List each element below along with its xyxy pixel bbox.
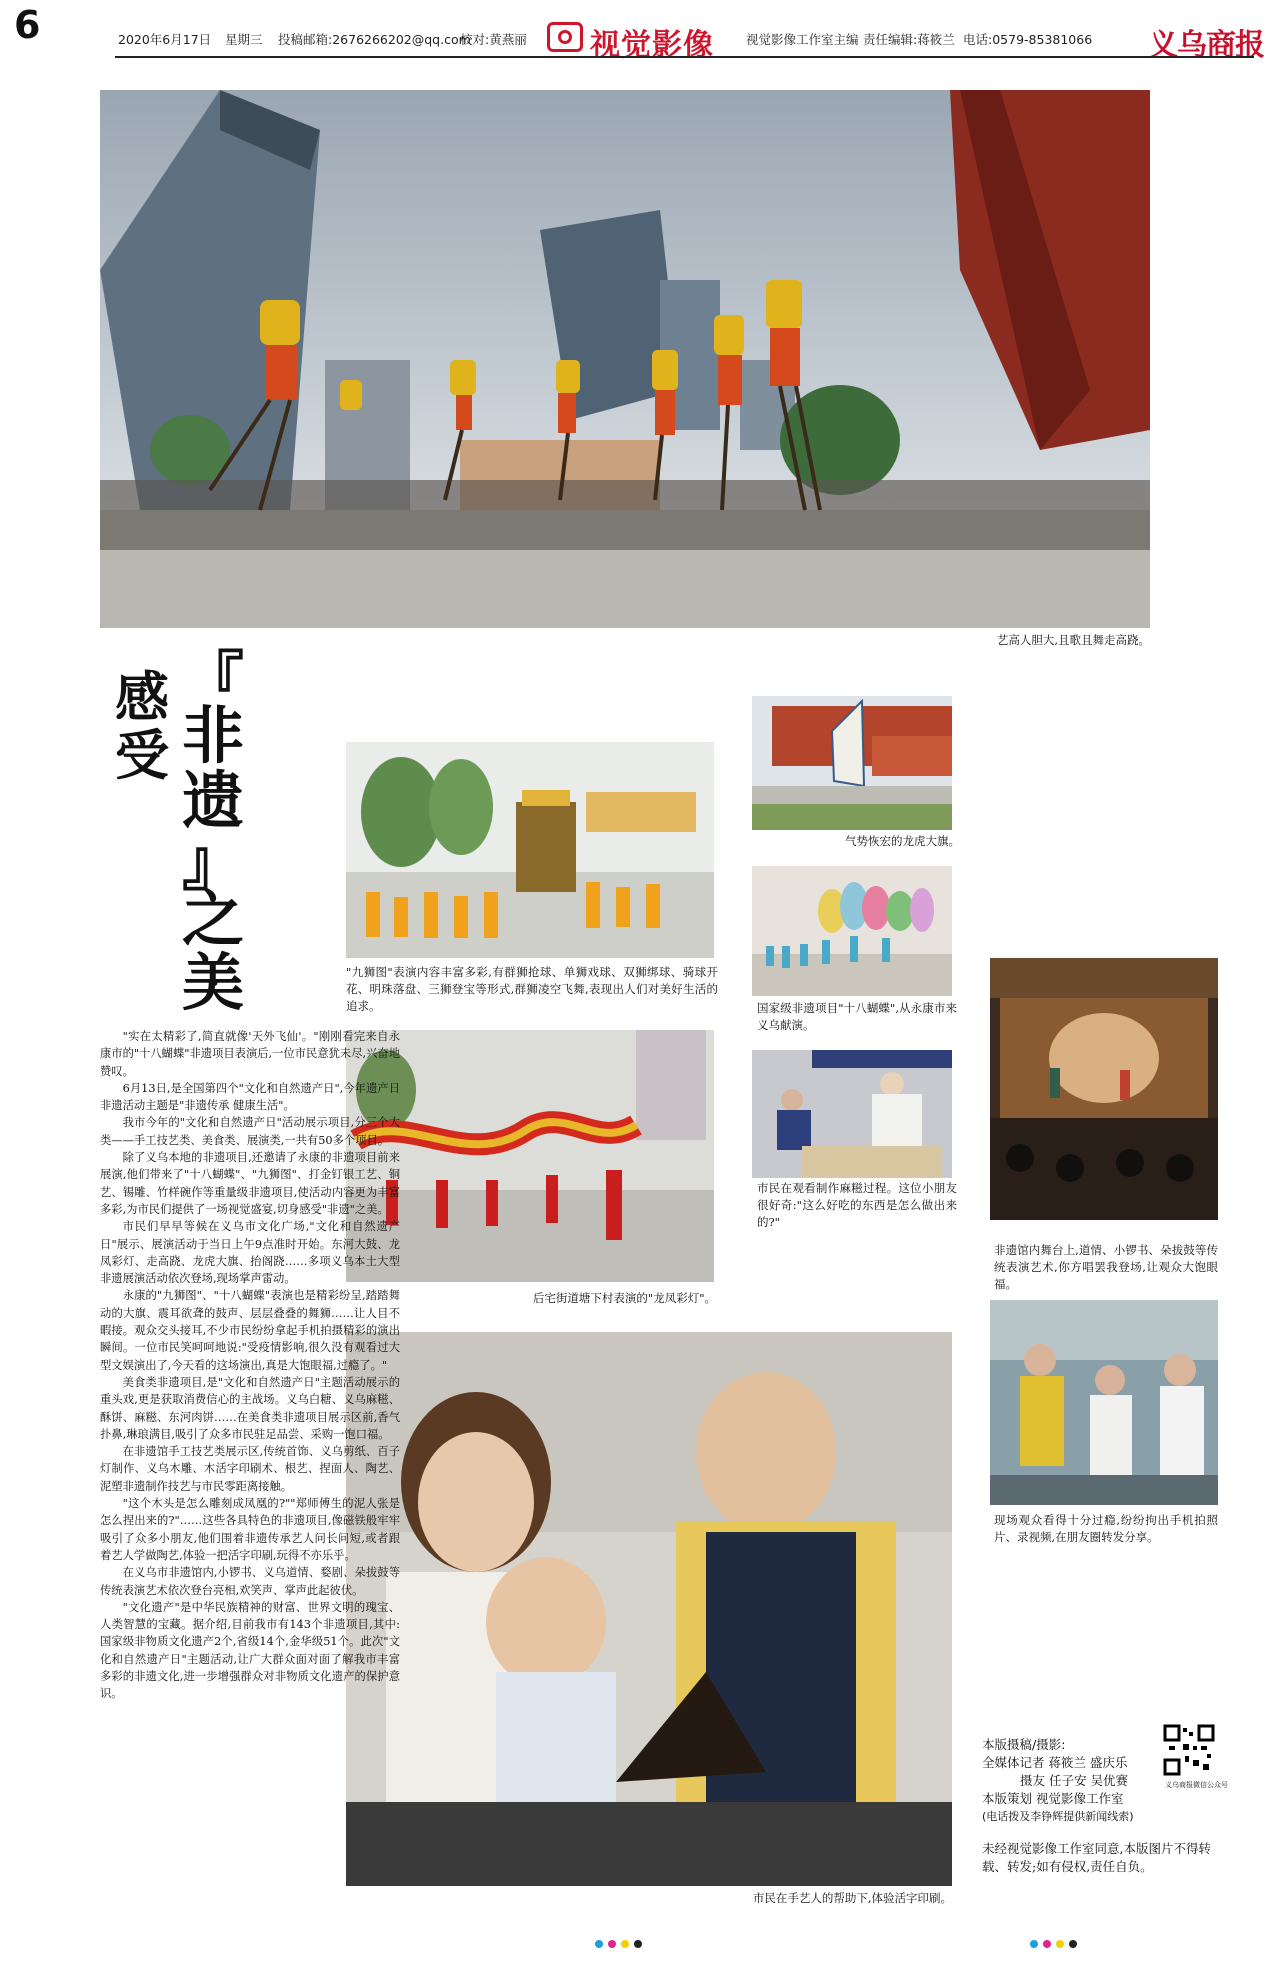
qr-label: 义乌商报微信公众号 bbox=[1165, 1781, 1228, 1789]
title-char: 遗 bbox=[182, 764, 245, 837]
article-body bbox=[100, 1028, 400, 1703]
paragraph: 永康的"九狮图"、"十八蝴蝶"表演也是精彩纷呈,踏踏舞动的大旗、震耳欲聋的鼓声、层层叠叠的舞狮……让人目不暇接。观众交头接耳,不少市民纷纷拿起手机拍摄精彩的演出瞬间。一位市民笑呵呵地说:"受疫情影响,很久没有观看过大型文娱演出了,今天看的这场演出,真是大饱眼福,过瘾了。" bbox=[100, 1289, 400, 1372]
paragraph: 6月13日,是全国第四个"文化和自然遗产日",今年遗产日非遗活动主题是"非遗传承 健康生活"。 bbox=[100, 1081, 400, 1113]
credits-heading: 本版摄稿/摄影: bbox=[982, 1737, 1066, 1752]
credits-planning: 本版策划 视觉影像工作室 bbox=[982, 1791, 1124, 1806]
black-dot bbox=[634, 1940, 642, 1948]
title-char: 感 bbox=[115, 665, 169, 729]
dragon-tiger-flag-photo bbox=[752, 696, 952, 830]
cyan-dot bbox=[595, 1940, 603, 1948]
paragraph: "文化遗产"是中华民族精神的财富、世界文明的瑰宝、人类智慧的宝藏。据介绍,目前我市有143个非遗项目,其中:国家级非物质文化遗产2个,省级14个,金华级51个。此次"文化和自然遗产日"主题活动,让广大群众面对面了解我市丰富多彩的非遗文化,进一步增强群众对非物质文化遗产的保护意识。 bbox=[100, 1600, 400, 1701]
credits-block bbox=[982, 1736, 1172, 1826]
nine-lions-photo bbox=[346, 742, 714, 958]
camera-icon bbox=[547, 22, 583, 52]
cyan-dot bbox=[1030, 1940, 1038, 1948]
title-char: 『 bbox=[182, 644, 245, 717]
responsible-editor: 责任编辑:蒋筱兰 bbox=[863, 32, 955, 47]
magenta-dot bbox=[608, 1940, 616, 1948]
print-color-dots bbox=[1030, 1940, 1077, 1948]
title-char: 美 bbox=[182, 946, 245, 1019]
print-color-dots bbox=[595, 1940, 642, 1948]
main-photo-caption: 艺高人胆大,且歌且舞走高跷。 bbox=[996, 633, 1150, 647]
type-printing-photo bbox=[346, 1332, 952, 1886]
dragon-lantern-caption: 后宅街道塘下村表演的"龙凤彩灯"。 bbox=[532, 1291, 716, 1305]
issue-weekday: 星期三 bbox=[225, 32, 263, 47]
paragraph: "实在太精彩了,简直就像'天外飞仙'。"刚刚看完来自永康市的"十八蝴蝶"非遗项目表演后,一位市民意犹未尽,兴奋地赞叹。 bbox=[100, 1030, 400, 1078]
header-rule bbox=[115, 56, 1254, 58]
nine-lions-caption: "九狮图"表演内容丰富多彩,有群狮抢球、单狮戏球、双狮绑球、骑球开花、明珠落盘、三狮登宝等形式,群狮凌空飞舞,表现出人们对美好生活的追求。 bbox=[346, 965, 718, 1013]
copyright-notice: 未经视觉影像工作室同意,本版图片不得转载、转发;如有侵权,责任自负。 bbox=[982, 1841, 1211, 1874]
title-char: 受 bbox=[115, 723, 169, 787]
paragraph: 在非遗馆手工技艺类展示区,传统首饰、义乌剪纸、百子灯制作、义乌木雕、木活字印刷术、根艺、捏面人、陶艺、泥塑非遗制作技艺与市民零距离接触。 bbox=[100, 1445, 400, 1493]
stage-caption: 非遗馆内舞台上,道情、小锣书、朵拔鼓等传统表演艺术,你方唱罢我登场,让观众大饱眼福。 bbox=[994, 1243, 1218, 1291]
submission-email: 投稿邮箱:2676266202@qq.com bbox=[278, 32, 471, 47]
contact-phone: 电话:0579-85381066 bbox=[963, 32, 1093, 47]
paragraph: 在义乌市非遗馆内,小锣书、义乌道情、婺剧、朵拔鼓等传统表演艺术依次登台亮相,欢笑声、掌声此起彼伏。 bbox=[100, 1566, 400, 1597]
butterflies-caption: 国家级非遗项目"十八蝴蝶",从永康市来义乌献演。 bbox=[757, 1001, 957, 1032]
eighteen-butterflies-photo bbox=[752, 866, 952, 996]
title-char: 』 bbox=[182, 826, 245, 899]
yellow-dot bbox=[1056, 1940, 1064, 1948]
proofreader: 校对:黄燕丽 bbox=[460, 32, 527, 47]
section-title: 视觉影像 bbox=[590, 28, 714, 63]
audience-caption: 现场观众看得十分过瘾,纷纷拘出手机拍照片、录视频,在朋友圈转发分享。 bbox=[994, 1513, 1218, 1544]
paragraph: 美食类非遗项目,是"文化和自然遗产日"主题活动展示的重头戏,更是获取消费信心的主战场。义乌白糖、义乌麻糍、酥饼、麻糍、东河肉饼……在美食类非遗项目展示区前,香气扑鼻,琳琅满目,吸引了众多市民驻足品尝、采购一饱口福。 bbox=[100, 1375, 400, 1441]
title-char: 非 bbox=[182, 699, 245, 772]
section-host: 视觉影像工作室主编 bbox=[746, 32, 859, 47]
newspaper-logo: 义乌商报 bbox=[1148, 28, 1264, 63]
qr-code-icon bbox=[1163, 1724, 1215, 1776]
title-char: 之 bbox=[182, 882, 245, 955]
paragraph: 我市今年的"文化和自然遗产日"活动展示项目,分三个大类——手工技艺类、美食类、展演类,一共有50多个项目。 bbox=[100, 1116, 400, 1147]
paragraph: "这个木头是怎么雕刻成凤凰的?""郑师傅生的泥人张是怎么捏出来的?"……这些各具特色的非遗项目,像磁铁般牢牢吸引了众多小朋友,他们围着非遗传承艺人问长问短,或者跟着艺人学做陶艺,体验一把活字印刷,玩得不亦乐乎。 bbox=[100, 1497, 400, 1562]
black-dot bbox=[1069, 1940, 1077, 1948]
yellow-dot bbox=[621, 1940, 629, 1948]
paragraph: 市民们早早等候在义乌市文化广场,"文化和自然遗产日"展示、展演活动于当日上午9点准时开始。东河大鼓、龙凤彩灯、走高跷、龙虎大旗、抬阁跷……多项义乌本土大型非遗展演活动依次登场,现场掌声雷动。 bbox=[100, 1220, 400, 1286]
dragon-tiger-caption: 气势恢宏的龙虎大旗。 bbox=[845, 834, 960, 848]
page-number: 6 bbox=[14, 3, 41, 47]
credits-hotline: (电话拨及李铮辉提供新闻线索) bbox=[982, 1810, 1134, 1823]
issue-date: 2020年6月17日 bbox=[118, 32, 212, 47]
credits-reporters: 全媒体记者 蒋筱兰 盛庆乐 bbox=[982, 1755, 1128, 1770]
stilt-walkers-photo bbox=[100, 90, 1150, 628]
credits-photographers: 摄友 任子安 吴优赛 bbox=[1020, 1773, 1128, 1788]
paragraph: 除了义乌本地的非遗项目,还邀请了永康的非遗项目前来展演,他们带来了"十八蝴蝶"、"九狮图"、打金钉银工艺、铜艺、锡雕、竹样碗作等重量级非遗项目,使活动内容更为丰富多彩,为市民们提供了一场视觉盛宴,切身感受"非遗"之美。 bbox=[100, 1151, 400, 1216]
magenta-dot bbox=[1043, 1940, 1051, 1948]
maltose-making-photo bbox=[752, 1050, 952, 1178]
stage-performance-photo bbox=[990, 958, 1218, 1220]
dragon-phoenix-lantern-photo bbox=[346, 1030, 714, 1282]
printing-caption: 市民在手艺人的帮助下,体验活字印刷。 bbox=[752, 1891, 952, 1905]
audience-filming-photo bbox=[990, 1300, 1218, 1505]
maltose-caption: 市民在观看制作麻糍过程。这位小朋友很好奇:"这么好吃的东西是怎么做出来的?" bbox=[757, 1181, 957, 1229]
